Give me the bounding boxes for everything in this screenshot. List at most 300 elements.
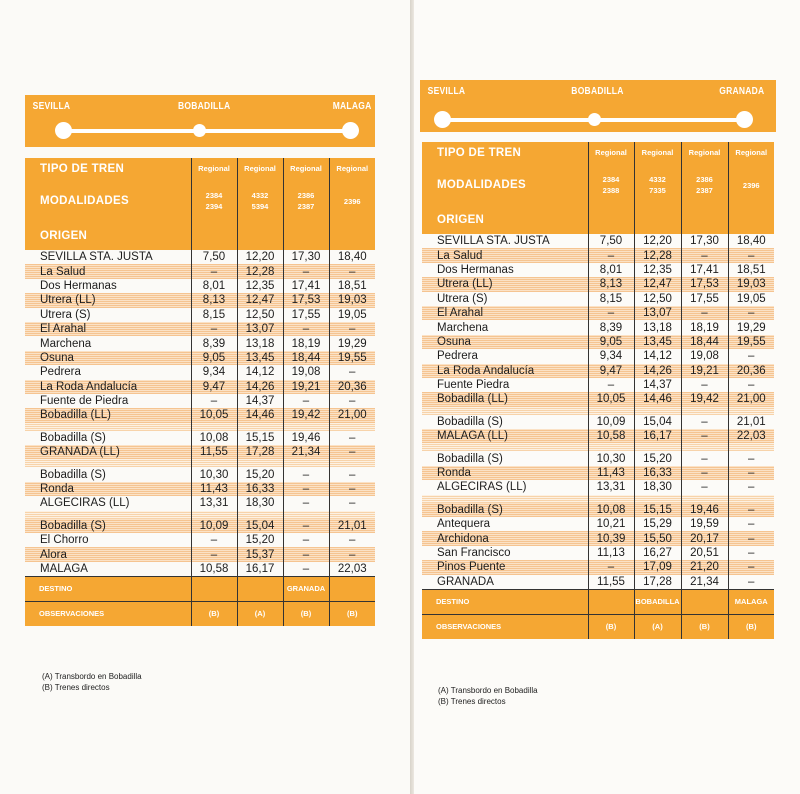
departure-time: 10,58 (191, 562, 237, 577)
timetable-row (25, 467, 375, 481)
departure-time: 13,07 (237, 322, 283, 336)
departure-time: 13,31 (588, 480, 634, 494)
departure-time: 12,20 (237, 250, 283, 264)
departure-time: 19,05 (337, 308, 367, 321)
departure-time: 13,18 (237, 336, 283, 350)
departure-time: – (349, 431, 356, 444)
departure-time: 15,04 (634, 415, 681, 429)
gap-cell (681, 407, 728, 415)
station-name: GRANADA (422, 575, 588, 590)
departure-time: 19,55 (728, 335, 774, 349)
departure-time: – (681, 248, 728, 262)
timetable-row (422, 451, 774, 465)
note-b: (B) Trenes directos (42, 683, 110, 692)
timetable-row (422, 263, 774, 277)
observaciones-row (25, 602, 375, 627)
station-name: Bobadilla (S) (25, 431, 191, 445)
timetable-row (25, 250, 375, 264)
modalidad-cell (329, 180, 375, 222)
departure-time: 19,46 (681, 503, 728, 517)
departure-time: – (283, 533, 329, 547)
departure-time: 21,00 (728, 392, 774, 406)
departure-time: – (588, 248, 634, 262)
departure-time: 12,50 (237, 308, 283, 322)
departure-time: 10,30 (191, 467, 237, 481)
departure-time: 17,55 (283, 308, 329, 322)
station-name: MALAGA (25, 562, 191, 577)
departure-time: 15,37 (237, 547, 283, 561)
gap-cell (422, 443, 588, 451)
departure-time: 8,15 (588, 292, 634, 306)
timetable-row (25, 445, 375, 459)
departure-time: 9,05 (588, 335, 634, 349)
train-number: 2394 (205, 202, 223, 211)
departure-time: 10,39 (588, 531, 634, 545)
modalidad-cell (237, 180, 283, 222)
banner-via: BOBADILLA (178, 101, 231, 112)
station-name: Bobadilla (S) (25, 519, 191, 533)
observacion-cell: (B) (588, 614, 634, 639)
departure-time: – (748, 452, 755, 465)
departure-time: – (283, 322, 329, 336)
departure-time: – (728, 306, 774, 320)
station-name: Archidona (422, 531, 588, 545)
departure-time: – (283, 394, 329, 408)
station-name: ALGECIRAS (LL) (422, 480, 588, 494)
origen-blank (191, 222, 237, 250)
station-name: Pinos Puente (422, 560, 588, 574)
departure-time: 12,35 (634, 263, 681, 277)
departure-time: 20,36 (329, 380, 375, 394)
departure-time: 16,33 (237, 482, 283, 496)
departure-time: 12,50 (634, 292, 681, 306)
departure-time: 15,20 (634, 451, 681, 465)
departure-time: 19,03 (329, 293, 375, 307)
departure-time: – (283, 547, 329, 561)
departure-time: 11,13 (588, 546, 634, 560)
section-gap (25, 423, 375, 431)
train-number: 2386 (696, 175, 713, 184)
station-name: Alora (25, 547, 191, 561)
destino-label: DESTINO (422, 589, 588, 614)
train-number: 4332 (251, 191, 269, 200)
departure-time: – (728, 531, 774, 545)
train-type-label: TIPO DE TREN (25, 158, 191, 180)
station-name: Bobadilla (S) (422, 503, 588, 517)
departure-time: 17,28 (237, 445, 283, 459)
station-name: Dos Hermanas (25, 279, 191, 293)
train-number: 2387 (696, 186, 713, 195)
departure-time: 18,51 (337, 279, 367, 292)
station-name: Utrera (LL) (25, 293, 191, 307)
route-end-dot (342, 122, 359, 139)
departure-time: 17,55 (681, 292, 728, 306)
departure-time: 13,31 (191, 496, 237, 510)
departure-time: 17,53 (283, 293, 329, 307)
gap-cell (728, 443, 774, 451)
departure-time: 15,04 (237, 519, 283, 533)
departure-time: – (349, 534, 356, 547)
timetable-row (25, 431, 375, 445)
departure-time: 8,13 (588, 277, 634, 291)
modalidades-label: MODALIDADES (25, 180, 191, 222)
destino-cell: GRANADA (283, 577, 329, 602)
departure-time: 7,50 (191, 250, 237, 264)
departure-time: 18,30 (237, 496, 283, 510)
timetable-row (25, 547, 375, 561)
destino-cell (237, 577, 283, 602)
banner-origin: SEVILLA (32, 101, 71, 112)
timetable-row (422, 546, 774, 560)
departure-time: 20,36 (728, 364, 774, 378)
departure-time: 14,26 (634, 364, 681, 378)
departure-time: 10,21 (588, 517, 634, 531)
station-name: El Arahal (25, 322, 191, 336)
timetable-row (422, 531, 774, 545)
departure-time: 19,08 (283, 365, 329, 379)
train-type-row (25, 158, 375, 180)
departure-time: 20,17 (681, 531, 728, 545)
departure-time: 10,09 (588, 415, 634, 429)
departure-time: 17,53 (681, 277, 728, 291)
departure-time: 15,15 (634, 503, 681, 517)
station-name: San Francisco (422, 546, 588, 560)
gap-cell (25, 459, 191, 467)
station-name: Bobadilla (S) (422, 451, 588, 465)
modalidad-cell (681, 164, 728, 206)
modalidades-row (422, 164, 774, 206)
departure-time: 21,34 (681, 575, 728, 590)
gap-cell (588, 407, 634, 415)
departure-time: 13,45 (237, 351, 283, 365)
gap-cell (283, 423, 329, 431)
destino-cell (588, 589, 634, 614)
observacion-cell: (A) (634, 614, 681, 639)
route-end-dot (736, 111, 753, 128)
origen-row (25, 222, 375, 250)
departure-time: – (283, 467, 329, 481)
train-type-cell: Regional (588, 142, 634, 164)
station-name: Fuente Piedra (422, 378, 588, 392)
station-name: Bobadilla (LL) (25, 408, 191, 422)
route-line (61, 129, 351, 133)
destino-row (25, 577, 375, 602)
departure-time: – (588, 378, 634, 392)
station-name: El Chorro (25, 533, 191, 547)
departure-time: – (748, 350, 755, 363)
section-gap (422, 443, 774, 451)
departure-time: 18,44 (681, 335, 728, 349)
departure-time: 21,01 (736, 415, 766, 428)
departure-time: – (588, 306, 634, 320)
station-name: SEVILLA STA. JUSTA (25, 250, 191, 264)
departure-time: – (283, 482, 329, 496)
station-name: La Roda Andalucía (422, 364, 588, 378)
departure-time: 8,01 (588, 263, 634, 277)
departure-time: – (748, 575, 755, 588)
note-a: (A) Transbordo en Bobadilla (42, 672, 142, 681)
station-name: MALAGA (LL) (422, 429, 588, 443)
departure-time: 18,51 (736, 263, 766, 276)
station-name: Bobadilla (LL) (422, 392, 588, 406)
observacion-cell: (B) (329, 602, 375, 627)
gap-cell (681, 495, 728, 503)
station-name: Pedrera (25, 365, 191, 379)
route-via-dot (588, 113, 601, 126)
departure-time: 9,47 (191, 380, 237, 394)
timetable-row (422, 320, 774, 334)
train-number: 2396 (742, 180, 760, 190)
departure-time: – (191, 322, 237, 336)
gap-cell (25, 423, 191, 431)
departure-time: 17,28 (634, 575, 681, 590)
modalidad-cell (588, 164, 634, 206)
timetable-row (422, 575, 774, 590)
departure-time: – (748, 379, 755, 392)
train-type-cell: Regional (681, 142, 728, 164)
section-gap (25, 511, 375, 519)
origen-blank (329, 222, 375, 250)
train-type-cell: Regional (728, 142, 774, 164)
timetable-row (25, 408, 375, 422)
departure-time: 18,19 (681, 320, 728, 334)
timetable-row (422, 415, 774, 429)
gap-cell (728, 407, 774, 415)
station-name: La Roda Andalucía (25, 380, 191, 394)
train-number: 2386 (297, 191, 315, 200)
modalidades-row (25, 180, 375, 222)
departure-time: 18,40 (736, 235, 766, 248)
station-name: La Salud (25, 264, 191, 278)
gap-cell (191, 511, 237, 519)
route-start-dot (55, 122, 72, 139)
observacion-cell: (B) (283, 602, 329, 627)
departure-time: 15,20 (237, 467, 283, 481)
departure-time: 17,41 (681, 263, 728, 277)
gap-cell (422, 495, 588, 503)
departure-time: – (748, 547, 755, 559)
departure-time: 14,37 (634, 378, 681, 392)
train-number: 5394 (251, 202, 269, 211)
departure-time: 10,30 (588, 451, 634, 465)
departure-time: – (728, 503, 774, 517)
departure-time: – (329, 264, 375, 278)
observacion-cell: (A) (237, 602, 283, 627)
gap-cell (422, 407, 588, 415)
departure-time: 8,39 (588, 320, 634, 334)
train-type-cell: Regional (329, 158, 375, 180)
timetable-row (422, 277, 774, 291)
destino-cell: MALAGA (728, 589, 774, 614)
gap-cell (237, 459, 283, 467)
departure-time: 19,59 (681, 517, 728, 531)
modalidad-cell (728, 164, 774, 206)
departure-time: 12,28 (237, 264, 283, 278)
timetable-row (25, 322, 375, 336)
departure-time: 19,03 (728, 277, 774, 291)
station-name: GRANADA (LL) (25, 445, 191, 459)
modalidad-cell (634, 164, 681, 206)
timetable-row (25, 482, 375, 496)
departure-time: 10,58 (588, 429, 634, 443)
departure-time: – (191, 547, 237, 561)
station-name: Marchena (422, 320, 588, 334)
departure-time: 8,01 (191, 279, 237, 293)
departure-time: – (349, 366, 356, 379)
observaciones-label: OBSERVACIONES (25, 602, 191, 627)
note-b: (B) Trenes directos (438, 697, 506, 706)
train-number: 2388 (602, 186, 620, 195)
departure-time: 8,13 (191, 293, 237, 307)
departure-time: 13,07 (634, 306, 681, 320)
departure-time: – (349, 468, 356, 481)
timetable-row (422, 248, 774, 262)
route-banner-right (420, 80, 776, 132)
departure-time: – (748, 518, 755, 531)
station-name: Ronda (422, 466, 588, 480)
route-start-dot (434, 111, 451, 128)
departure-time: 8,39 (191, 336, 237, 350)
timetable-row (25, 365, 375, 379)
departure-time: 10,08 (588, 503, 634, 517)
departure-time: – (191, 264, 237, 278)
origen-label: ORIGEN (25, 222, 191, 250)
gap-cell (634, 407, 681, 415)
station-name: ALGECIRAS (LL) (25, 496, 191, 510)
departure-time: 17,30 (283, 250, 329, 264)
departure-time: 19,21 (681, 364, 728, 378)
departure-time: 13,18 (634, 320, 681, 334)
departure-time: 12,47 (634, 277, 681, 291)
banner-via: BOBADILLA (571, 86, 624, 97)
departure-time: – (191, 394, 237, 408)
departure-time: 11,43 (191, 482, 237, 496)
departure-time: – (349, 395, 356, 408)
destino-cell: BOBADILLA (634, 589, 681, 614)
timetable-row (422, 306, 774, 320)
departure-time: 18,40 (337, 251, 367, 264)
departure-time: 9,05 (191, 351, 237, 365)
timetable-row (25, 293, 375, 307)
gap-cell (25, 511, 191, 519)
timetable-row (422, 392, 774, 406)
departure-time: 10,05 (588, 392, 634, 406)
observacion-cell: (B) (681, 614, 728, 639)
departure-time: – (681, 415, 728, 429)
departure-time: – (329, 547, 375, 561)
timetable-row (422, 378, 774, 392)
footnotes-right (438, 685, 538, 707)
departure-time: 9,34 (191, 365, 237, 379)
station-name: SEVILLA STA. JUSTA (422, 234, 588, 248)
departure-time: 19,42 (681, 392, 728, 406)
origen-blank (237, 222, 283, 250)
timetable-left (25, 158, 375, 626)
gap-cell (588, 495, 634, 503)
departure-time: 21,01 (329, 519, 375, 533)
departure-time: – (191, 533, 237, 547)
train-type-cell: Regional (283, 158, 329, 180)
departure-time: 14,46 (237, 408, 283, 422)
observacion-cell: (B) (728, 614, 774, 639)
station-name: El Arahal (422, 306, 588, 320)
timetable-row (25, 562, 375, 577)
departure-time: 11,55 (191, 445, 237, 459)
train-type-label: TIPO DE TREN (422, 142, 588, 164)
gap-cell (728, 495, 774, 503)
station-name: Bobadilla (S) (422, 415, 588, 429)
timetable-row (422, 364, 774, 378)
departure-time: 12,35 (237, 279, 283, 293)
station-name: Osuna (25, 351, 191, 365)
departure-time: 15,20 (237, 533, 283, 547)
station-name: La Salud (422, 248, 588, 262)
timetable-row (422, 292, 774, 306)
timetable-row (422, 517, 774, 531)
observaciones-label: OBSERVACIONES (422, 614, 588, 639)
departure-time: – (329, 322, 375, 336)
departure-time: 14,12 (237, 365, 283, 379)
departure-time: 8,15 (191, 308, 237, 322)
departure-time: 15,15 (237, 431, 283, 445)
timetable-row (422, 234, 774, 248)
departure-time: 12,20 (634, 234, 681, 248)
destino-cell (681, 589, 728, 614)
departure-time: 18,19 (283, 336, 329, 350)
departure-time: 10,05 (191, 408, 237, 422)
timetable-right (422, 142, 774, 639)
timetable-row (422, 335, 774, 349)
departure-time: 17,30 (681, 234, 728, 248)
timetable-row (25, 308, 375, 322)
departure-time: 14,12 (634, 349, 681, 363)
banner-destination: MALAGA (332, 101, 372, 112)
departure-time: – (681, 466, 728, 480)
gap-cell (634, 443, 681, 451)
train-number: 2396 (343, 196, 361, 206)
gap-cell (237, 423, 283, 431)
station-name: Bobadilla (S) (25, 467, 191, 481)
departure-time: – (283, 264, 329, 278)
destino-cell (329, 577, 375, 602)
train-type-cell: Regional (634, 142, 681, 164)
departure-time: 21,34 (283, 445, 329, 459)
section-gap (422, 407, 774, 415)
departure-time: – (728, 560, 774, 574)
timetable-row (25, 264, 375, 278)
departure-time: 19,29 (736, 321, 766, 334)
departure-time: 16,17 (237, 562, 283, 577)
train-number: 2384 (205, 191, 223, 200)
origen-blank (283, 222, 329, 250)
departure-time: 22,03 (728, 429, 774, 443)
departure-time: 16,27 (634, 546, 681, 560)
destino-label: DESTINO (25, 577, 191, 602)
station-name: Ronda (25, 482, 191, 496)
departure-time: 19,21 (283, 380, 329, 394)
station-name: Utrera (S) (422, 292, 588, 306)
modalidades-label: MODALIDADES (422, 164, 588, 206)
departure-time: 19,46 (283, 431, 329, 445)
footnotes-left (42, 671, 142, 693)
train-type-cell: Regional (191, 158, 237, 180)
departure-time: – (728, 248, 774, 262)
departure-time: 9,47 (588, 364, 634, 378)
departure-time: – (681, 429, 728, 443)
departure-time: – (681, 480, 728, 494)
station-name: Osuna (422, 335, 588, 349)
departure-time: 16,33 (634, 466, 681, 480)
